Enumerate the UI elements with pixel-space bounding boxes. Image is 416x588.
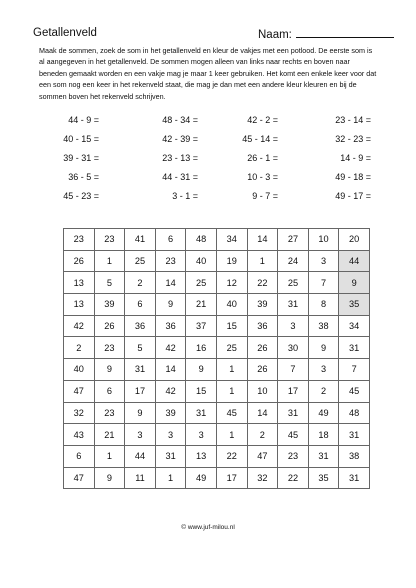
grid-row bbox=[64, 294, 370, 316]
grid-cell[interactable]: 44 bbox=[339, 250, 370, 272]
grid-cell[interactable]: 36 bbox=[125, 315, 156, 337]
grid-cell[interactable]: 7 bbox=[308, 272, 339, 294]
grid-row bbox=[64, 424, 370, 446]
grid-cell[interactable]: 43 bbox=[64, 424, 95, 446]
sum-item: 42 - 2 = bbox=[247, 115, 278, 125]
grid-cell[interactable]: 14 bbox=[155, 359, 186, 381]
grid-cell[interactable]: 39 bbox=[94, 294, 125, 316]
grid-cell[interactable]: 15 bbox=[216, 315, 247, 337]
grid-cell[interactable]: 14 bbox=[247, 229, 278, 251]
grid-cell[interactable]: 1 bbox=[94, 445, 125, 467]
grid-row bbox=[64, 229, 370, 251]
sum-item: 48 - 34 = bbox=[162, 115, 198, 125]
grid-cell[interactable]: 21 bbox=[186, 294, 217, 316]
grid-cell[interactable]: 40 bbox=[216, 294, 247, 316]
sum-item: 45 - 14 = bbox=[242, 134, 278, 144]
sum-item: 26 - 1 = bbox=[247, 153, 278, 163]
grid-cell[interactable]: 13 bbox=[64, 294, 95, 316]
sum-item: 36 - 5 = bbox=[68, 172, 99, 182]
grid-cell[interactable]: 32 bbox=[247, 467, 278, 489]
sum-item: 32 - 23 = bbox=[335, 134, 371, 144]
grid-cell[interactable]: 47 bbox=[247, 445, 278, 467]
instructions: Maak de sommen, zoek de som in het getallenveld en kleur de vakjes met een potlood. De eerste som is al aangegeven in het getallenveld. De sommen mogen alleen van links naar rechts en boven naar beneden gemaakt worden en een vakje mag je maar 1 keer gebruiken. Het komt een enkele keer voor dat een som nog een keer in het rekenveld staat, die mag je dan met een andere kleur kleuren en bij de sommen boven het rekenveld schrijven. bbox=[39, 46, 377, 101]
sum-item: 23 - 14 = bbox=[335, 115, 371, 125]
grid-cell[interactable]: 36 bbox=[155, 315, 186, 337]
grid-cell[interactable]: 39 bbox=[247, 294, 278, 316]
grid-cell[interactable]: 23 bbox=[278, 445, 309, 467]
grid-cell[interactable]: 2 bbox=[247, 424, 278, 446]
grid-cell[interactable]: 49 bbox=[186, 467, 217, 489]
grid-cell[interactable]: 23 bbox=[64, 229, 95, 251]
grid-cell[interactable]: 3 bbox=[186, 424, 217, 446]
grid-cell[interactable]: 26 bbox=[247, 337, 278, 359]
number-grid bbox=[63, 228, 370, 489]
grid-cell[interactable]: 16 bbox=[186, 337, 217, 359]
grid-cell[interactable]: 42 bbox=[64, 315, 95, 337]
grid-cell[interactable]: 23 bbox=[94, 337, 125, 359]
grid-cell[interactable]: 24 bbox=[278, 250, 309, 272]
grid-cell[interactable]: 1 bbox=[216, 380, 247, 402]
grid-cell[interactable]: 9 bbox=[186, 359, 217, 381]
grid-cell[interactable]: 14 bbox=[247, 402, 278, 424]
sum-item: 49 - 17 = bbox=[335, 191, 371, 201]
grid-cell[interactable]: 1 bbox=[216, 359, 247, 381]
grid-cell[interactable]: 42 bbox=[155, 380, 186, 402]
grid-cell[interactable]: 26 bbox=[64, 250, 95, 272]
sum-item: 40 - 15 = bbox=[63, 134, 99, 144]
grid-cell[interactable]: 17 bbox=[216, 467, 247, 489]
grid-cell[interactable]: 31 bbox=[278, 402, 309, 424]
grid-cell[interactable]: 22 bbox=[247, 272, 278, 294]
grid-cell[interactable]: 9 bbox=[94, 359, 125, 381]
grid-cell[interactable]: 15 bbox=[186, 380, 217, 402]
sum-item: 23 - 13 = bbox=[162, 153, 198, 163]
grid-cell[interactable]: 6 bbox=[155, 229, 186, 251]
grid-cell[interactable]: 3 bbox=[308, 250, 339, 272]
page-title: Getallenveld bbox=[33, 27, 97, 39]
grid-cell[interactable]: 31 bbox=[339, 424, 370, 446]
grid-cell[interactable]: 42 bbox=[155, 337, 186, 359]
grid-cell[interactable]: 3 bbox=[278, 315, 309, 337]
grid-cell[interactable]: 9 bbox=[308, 337, 339, 359]
grid-cell[interactable]: 41 bbox=[125, 229, 156, 251]
grid-cell[interactable]: 34 bbox=[339, 315, 370, 337]
name-line[interactable] bbox=[296, 27, 394, 38]
name-label: Naam: bbox=[258, 29, 292, 41]
grid-cell[interactable]: 23 bbox=[94, 402, 125, 424]
grid-cell[interactable]: 19 bbox=[216, 250, 247, 272]
grid-cell[interactable]: 31 bbox=[308, 445, 339, 467]
grid-cell[interactable]: 7 bbox=[278, 359, 309, 381]
grid-cell[interactable]: 26 bbox=[94, 315, 125, 337]
grid-cell[interactable]: 1 bbox=[247, 250, 278, 272]
grid-cell[interactable]: 9 bbox=[155, 294, 186, 316]
grid-cell[interactable]: 23 bbox=[155, 250, 186, 272]
grid-cell[interactable]: 40 bbox=[186, 250, 217, 272]
sum-item: 39 - 31 = bbox=[63, 153, 99, 163]
grid-cell[interactable]: 47 bbox=[64, 380, 95, 402]
grid-cell[interactable]: 5 bbox=[125, 337, 156, 359]
grid-cell[interactable]: 20 bbox=[339, 229, 370, 251]
grid-cell[interactable]: 18 bbox=[308, 424, 339, 446]
grid-cell[interactable]: 14 bbox=[155, 272, 186, 294]
grid-cell[interactable]: 22 bbox=[216, 445, 247, 467]
grid-cell[interactable]: 32 bbox=[64, 402, 95, 424]
grid-cell[interactable]: 2 bbox=[64, 337, 95, 359]
grid-cell[interactable]: 38 bbox=[308, 315, 339, 337]
grid-cell[interactable]: 2 bbox=[308, 380, 339, 402]
grid-cell[interactable]: 1 bbox=[94, 250, 125, 272]
grid-cell[interactable]: 23 bbox=[94, 229, 125, 251]
grid-row bbox=[64, 467, 370, 489]
grid-cell[interactable]: 48 bbox=[339, 402, 370, 424]
grid-cell[interactable]: 6 bbox=[94, 380, 125, 402]
grid-cell[interactable]: 10 bbox=[308, 229, 339, 251]
grid-row bbox=[64, 250, 370, 272]
grid-cell[interactable]: 38 bbox=[339, 445, 370, 467]
sum-item: 49 - 18 = bbox=[335, 172, 371, 182]
grid-cell[interactable]: 25 bbox=[186, 272, 217, 294]
grid-cell[interactable]: 7 bbox=[339, 359, 370, 381]
grid-cell[interactable]: 3 bbox=[155, 424, 186, 446]
grid-row bbox=[64, 380, 370, 402]
grid-cell[interactable]: 17 bbox=[125, 380, 156, 402]
grid-cell[interactable]: 37 bbox=[186, 315, 217, 337]
grid-cell[interactable]: 31 bbox=[125, 359, 156, 381]
sum-item: 14 - 9 = bbox=[340, 153, 371, 163]
grid-cell[interactable]: 12 bbox=[216, 272, 247, 294]
grid-cell[interactable]: 34 bbox=[216, 229, 247, 251]
grid-cell[interactable]: 39 bbox=[155, 402, 186, 424]
grid-cell[interactable]: 13 bbox=[186, 445, 217, 467]
grid-cell[interactable]: 47 bbox=[64, 467, 95, 489]
grid-row bbox=[64, 359, 370, 381]
grid-row bbox=[64, 337, 370, 359]
sum-item: 45 - 23 = bbox=[63, 191, 99, 201]
grid-cell[interactable]: 6 bbox=[125, 294, 156, 316]
grid-cell[interactable]: 9 bbox=[94, 467, 125, 489]
grid-cell[interactable]: 48 bbox=[186, 229, 217, 251]
grid-cell[interactable]: 35 bbox=[339, 294, 370, 316]
grid-cell[interactable]: 45 bbox=[216, 402, 247, 424]
grid-cell[interactable]: 13 bbox=[64, 272, 95, 294]
grid-cell[interactable]: 22 bbox=[278, 467, 309, 489]
grid-cell[interactable]: 40 bbox=[64, 359, 95, 381]
grid-cell[interactable]: 30 bbox=[278, 337, 309, 359]
sum-item: 9 - 7 = bbox=[252, 191, 278, 201]
sum-item: 10 - 3 = bbox=[247, 172, 278, 182]
grid-cell[interactable]: 25 bbox=[216, 337, 247, 359]
grid-cell[interactable]: 27 bbox=[278, 229, 309, 251]
grid-cell[interactable]: 6 bbox=[64, 445, 95, 467]
grid-cell[interactable]: 25 bbox=[278, 272, 309, 294]
grid-cell[interactable]: 1 bbox=[155, 467, 186, 489]
grid-cell[interactable]: 31 bbox=[186, 402, 217, 424]
grid-cell[interactable]: 9 bbox=[339, 272, 370, 294]
grid-cell[interactable]: 3 bbox=[125, 424, 156, 446]
name-field[interactable] bbox=[258, 27, 394, 41]
grid-cell[interactable]: 35 bbox=[308, 467, 339, 489]
sums-area bbox=[0, 115, 416, 215]
grid-cell[interactable]: 10 bbox=[247, 380, 278, 402]
grid-cell[interactable]: 2 bbox=[125, 272, 156, 294]
grid-cell[interactable]: 21 bbox=[94, 424, 125, 446]
grid-cell[interactable]: 17 bbox=[278, 380, 309, 402]
grid-cell[interactable]: 11 bbox=[125, 467, 156, 489]
grid-cell[interactable]: 36 bbox=[247, 315, 278, 337]
grid-cell[interactable]: 45 bbox=[278, 424, 309, 446]
grid-cell[interactable]: 3 bbox=[308, 359, 339, 381]
grid-cell[interactable]: 26 bbox=[247, 359, 278, 381]
sum-item: 3 - 1 = bbox=[172, 191, 198, 201]
grid-cell[interactable]: 9 bbox=[125, 402, 156, 424]
grid-cell[interactable]: 31 bbox=[339, 467, 370, 489]
grid-cell[interactable]: 44 bbox=[125, 445, 156, 467]
footer-credit: © www.juf-milou.nl bbox=[181, 524, 235, 531]
grid-cell[interactable]: 5 bbox=[94, 272, 125, 294]
grid-cell[interactable]: 31 bbox=[339, 337, 370, 359]
grid-row bbox=[64, 272, 370, 294]
grid-cell[interactable]: 31 bbox=[155, 445, 186, 467]
sum-item: 44 - 31 = bbox=[162, 172, 198, 182]
sum-item: 42 - 39 = bbox=[162, 134, 198, 144]
grid-cell[interactable]: 45 bbox=[339, 380, 370, 402]
grid-row bbox=[64, 445, 370, 467]
grid-cell[interactable]: 8 bbox=[308, 294, 339, 316]
grid-cell[interactable]: 49 bbox=[308, 402, 339, 424]
grid-cell[interactable]: 1 bbox=[216, 424, 247, 446]
grid-row bbox=[64, 315, 370, 337]
grid-cell[interactable]: 31 bbox=[278, 294, 309, 316]
sum-item: 44 - 9 = bbox=[68, 115, 99, 125]
grid-cell[interactable]: 25 bbox=[125, 250, 156, 272]
grid-row bbox=[64, 402, 370, 424]
